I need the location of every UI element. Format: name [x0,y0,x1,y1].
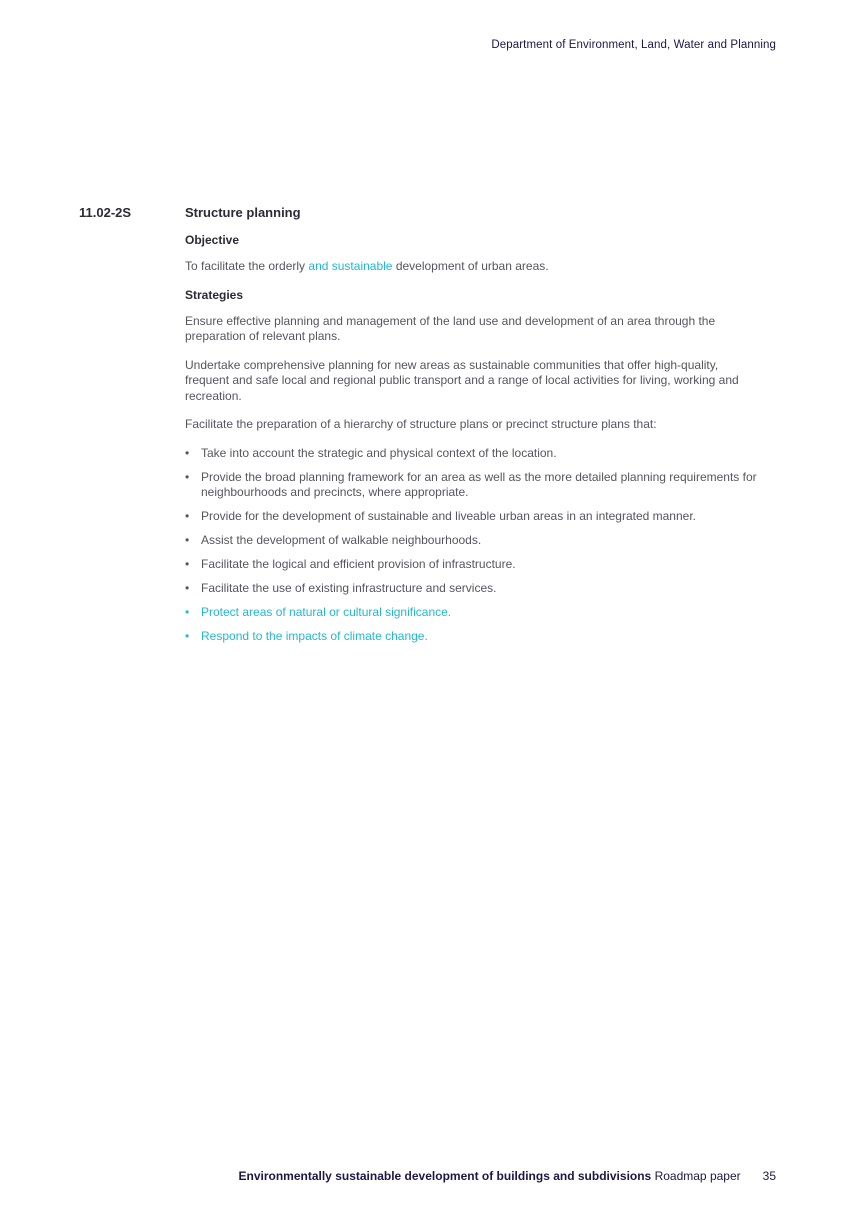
strategy-paragraph-3: Facilitate the preparation of a hierarchy of structure plans or precinct structure plans that: [185,417,657,431]
list-item-text: Provide for the development of sustainable and liveable urban areas in an integrated manner. [201,509,696,523]
footer-document-title: Environmentally sustainable development of buildings and subdivisions [238,1169,652,1183]
section-title: Structure planning [185,205,301,220]
objective-highlight: and sustainable [308,259,393,273]
bullet-icon: • [185,509,190,523]
list-item-text: Facilitate the use of existing infrastructure and services. [201,581,497,595]
page-number: 35 [762,1169,776,1183]
strategy-bullet-list [185,446,765,645]
strategy-paragraph-2: Undertake comprehensive planning for new areas as sustainable communities that offer high-quality, frequent and safe local and regional public transport and a range of local activities for living, working and recreation. [185,357,739,403]
bullet-icon: • [185,469,190,484]
list-item-text: Take into account the strategic and physical context of the location. [201,445,557,460]
list-item-text: Respond to the impacts of climate change. [201,629,428,643]
objective-text-start: To facilitate the orderly [185,259,309,273]
list-item [185,581,765,597]
footer-document-type: Roadmap paper [654,1169,741,1183]
list-item-text: Provide the broad planning framework for an area as well as the more detailed planning requirements for neighbourhoods and precincts, where appropriate. [201,469,757,499]
list-item [185,470,765,501]
header-department: Department of Environment, Land, Water and Planning [491,39,776,51]
bullet-icon: • [185,581,190,595]
bullet-icon: • [185,629,190,643]
bullet-icon: • [185,533,190,547]
objective-text-end: development of urban areas. [392,259,549,273]
list-item [185,509,765,525]
section-content [185,205,765,653]
added-list-item [185,629,765,645]
list-item-text: Protect areas of natural or cultural significance. [201,605,452,619]
list-item [185,446,765,462]
bullet-icon: • [185,445,190,460]
section-number: 11.02-2S [79,205,132,220]
list-item-text: Assist the development of walkable neighbourhoods. [201,533,482,547]
list-item [185,533,765,549]
strategy-paragraph-1: Ensure effective planning and management of the land use and development of an area through the preparation of relevant plans. [185,313,716,343]
list-item-text: Facilitate the logical and efficient provision of infrastructure. [201,557,516,571]
bullet-icon: • [185,557,190,571]
bullet-icon: • [185,605,190,619]
objective-heading: Objective [185,233,240,247]
page-footer [239,1169,777,1183]
strategies-heading: Strategies [185,287,244,302]
added-list-item [185,605,765,621]
objective-paragraph [185,259,765,275]
list-item [185,557,765,573]
